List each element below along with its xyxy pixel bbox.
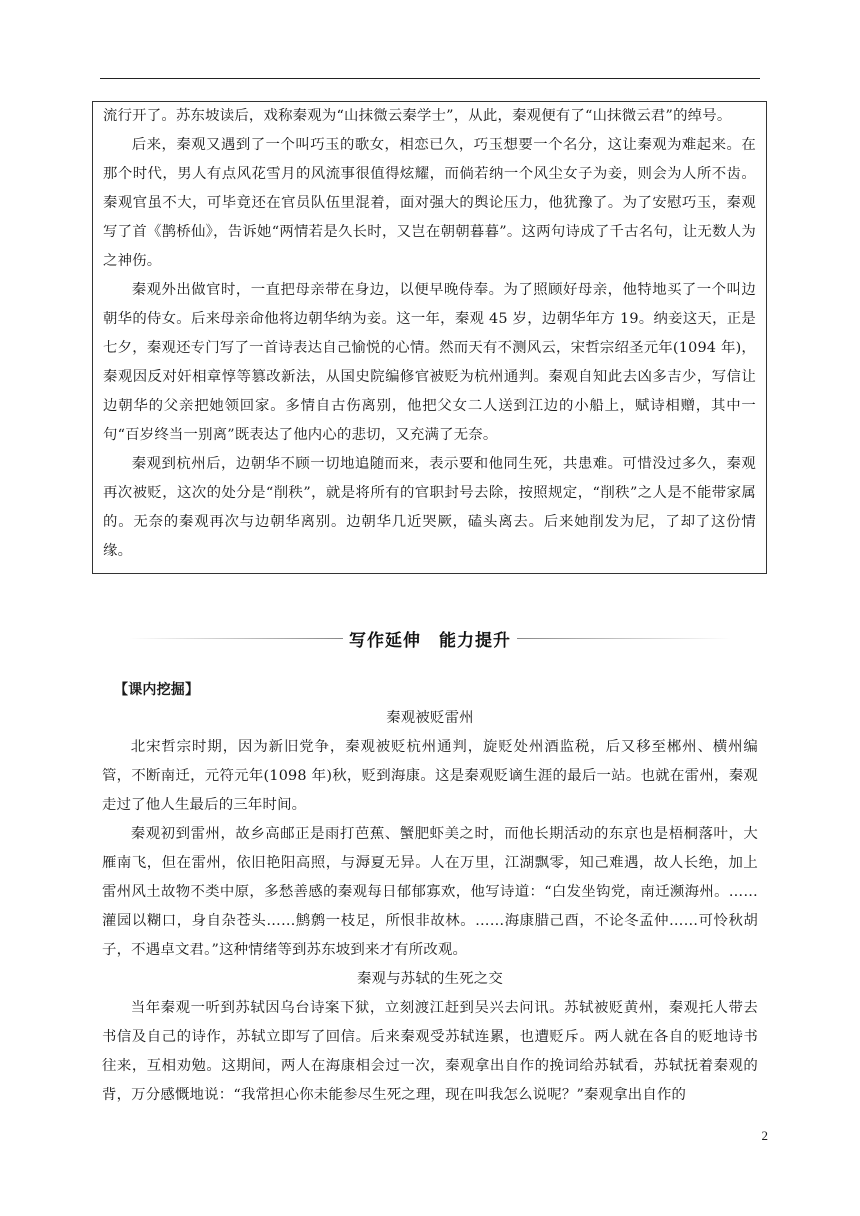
box-paragraph-1: 流行开了。苏东坡读后，戏称秦观为“山抹微云秦学士”，从此，秦观便有了“山抹微云君”的绰号。	[103, 108, 732, 124]
page-number: 2	[761, 1128, 768, 1143]
story-box	[92, 101, 767, 574]
box-paragraph-4: 秦观到杭州后，边朝华不顾一切地追随而来，表示要和他同生死，共患难。可惜没过多久，秦观再次被贬，这次的处分是“削秩”，就是将所有的官职封号去除，按照规定，“削秩”之人是不能带家属的。无奈的秦观再次与边朝华离别。边朝华几近哭厥，磕头离去。后来她削发为尼，了却了这份情缘。	[103, 456, 756, 559]
section-title: 写作延伸 能力提升	[349, 630, 511, 651]
section-rule-right	[517, 638, 730, 639]
content-paragraph-2: 秦观初到雷州，故乡高邮正是雨打芭蕉、蟹肥虾美之时，而他长期活动的东京也是梧桐落叶，大雁南飞，但在雷州，依旧艳阳高照，与溽夏无异。人在万里，江湖飘零，知己难遇，故人长绝，加上雷州风土故物不类中原，多愁善感的秦观每日郁郁寡欢，他写诗道：“白发坐钩党，南迁濒海州。……灌园以糊口，身自杂苍头……鹪鹩一枝足，所恨非故林。……海康腊己酉，不论冬孟仲……可怜秋胡子，不遇卓文君。”这种情绪等到苏东坡到来才有所改观。	[102, 826, 758, 958]
section-rule-left	[130, 638, 343, 639]
box-paragraph-2: 后来，秦观又遇到了一个叫巧玉的歌女，相恋已久，巧玉想要一个名分，这让秦观为难起来。在那个时代，男人有点风花雪月的风流事很值得炫耀，而倘若纳一个风尘女子为妾，则会为人所不齿。秦观官虽不大，可毕竟还在官员队伍里混着，面对强大的舆论压力，他犹豫了。为了安慰巧玉，秦观写了首《鹊桥仙》，告诉她“两情若是久长时，又岂在朝朝暮暮”。这两句诗成了千古名句，让无数人为之神伤。	[103, 137, 756, 269]
content-paragraph-3: 当年秦观一听到苏轼因乌台诗案下狱，立刻渡江赶到吴兴去问讯。苏轼被贬黄州，秦观托人带去书信及自己的诗作，苏轼立即写了回信。后来秦观受苏轼连累，也遭贬斥。两人就在各自的贬地诗书往来，互相劝勉。这期间，两人在海康相会过一次，秦观拿出自作的挽词给苏轼看，苏轼抚着秦观的背，万分感慨地说：“我常担心你未能参尽生死之理，现在叫我怎么说呢？”秦观拿出自作的	[102, 1000, 758, 1103]
subtitle-leizhou: 秦观被贬雷州	[386, 710, 474, 726]
section-header	[130, 626, 730, 650]
content-paragraph-1: 北宋哲宗时期，因为新旧党争，秦观被贬杭州通判，旋贬处州酒监税，后又移至郴州、横州编管，不断南迁，元符元年(1098 年)秋，贬到海康。这是秦观贬谪生涯的最后一站。也就在雷州，秦观走过了他人生最后的三年时间。	[102, 739, 758, 813]
section-tag: 【课内挖掘】	[114, 682, 200, 698]
main-content	[102, 676, 758, 1110]
box-paragraph-3: 秦观外出做官时，一直把母亲带在身边，以便早晚侍奉。为了照顾好母亲，他特地买了一个叫边朝华的侍女。后来母亲命他将边朝华纳为妾。这一年，秦观 45 岁，边朝华年方 19。纳妾这天，正是七夕，秦观还专门写了一首诗表达自己愉悦的心情。然而天有不测风云，宋哲宗绍圣元年(1094 年)，秦观因反对奸相章惇等篡改新法，从国史院编修官被贬为杭州通判。秦观自知此去凶多吉少，写信让边朝华的父亲把她领回家。多情自古伤离别，他把父女二人送到江边的小船上，赋诗相赠，其中一句“百岁终当一别离”既表达了他内心的悲切，又充满了无奈。	[103, 282, 756, 443]
subtitle-friendship: 秦观与苏轼的生死之交	[357, 971, 503, 987]
header-rule	[100, 78, 760, 79]
